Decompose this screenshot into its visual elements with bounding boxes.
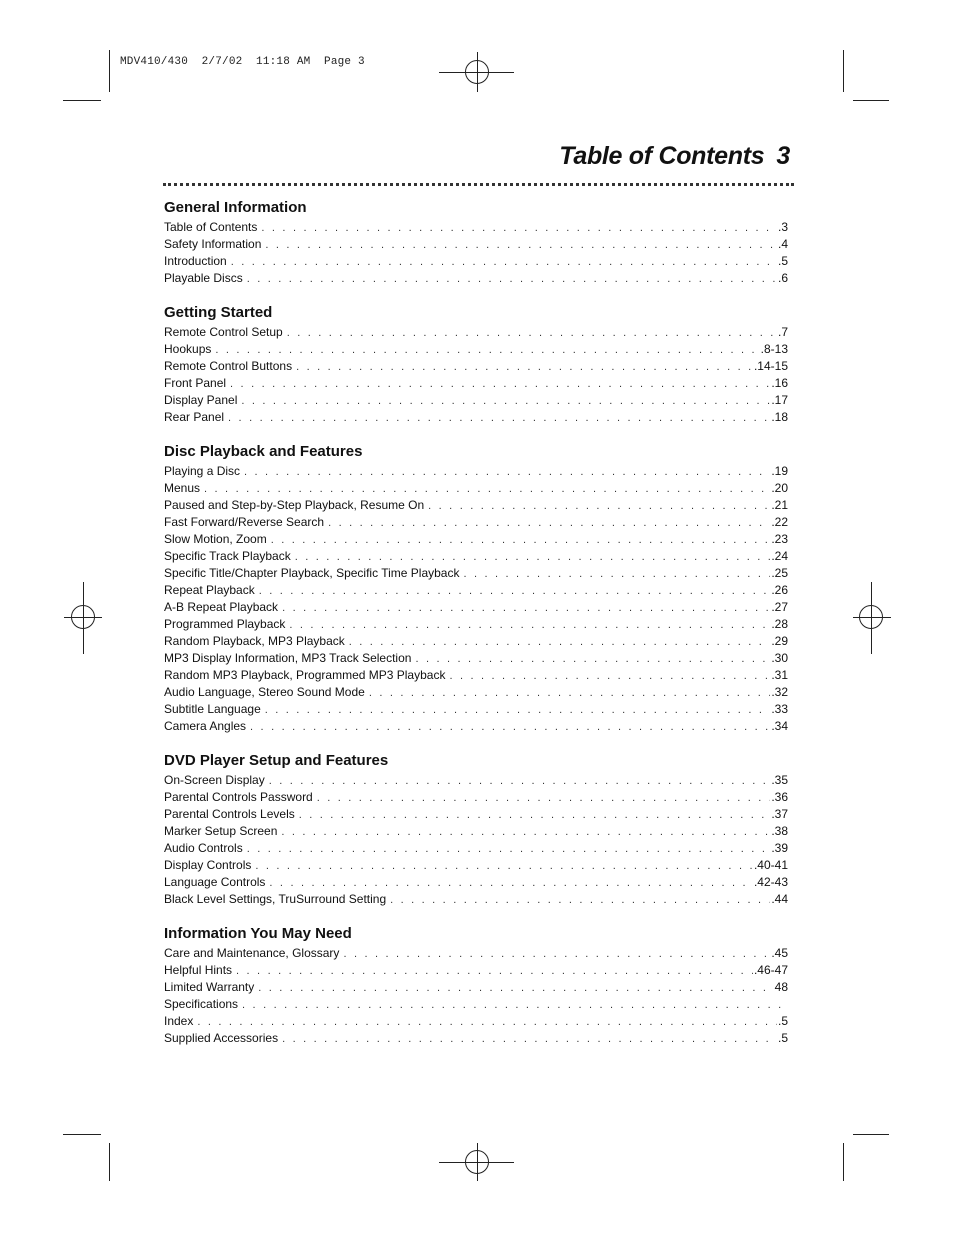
toc-entry-page: .5: [777, 254, 788, 268]
toc-entry-label: Safety Information: [164, 237, 262, 251]
toc-entry: [164, 270, 788, 287]
dot-leader: [271, 532, 771, 548]
crop-mark-bottom-left-v: [109, 1143, 110, 1181]
dot-leader: [282, 600, 770, 616]
dot-leader: [255, 858, 753, 874]
toc-entry: [164, 789, 788, 806]
toc-entry-label: Repeat Playback: [164, 583, 255, 597]
toc-section: [164, 442, 788, 735]
dot-leader: [250, 719, 770, 735]
crop-mark-bottom-right-h: [853, 1134, 889, 1135]
toc-entry-label: Audio Controls: [164, 841, 243, 855]
dot-leader: [287, 325, 777, 341]
page-number: 3: [776, 142, 790, 170]
toc-entry: [164, 514, 788, 531]
crop-mark-top-left-h: [63, 100, 101, 101]
toc-entry-page: .30: [771, 651, 788, 665]
toc-entry-page: .16: [771, 376, 788, 390]
registration-circle: [859, 605, 883, 629]
toc-entry-label: Fast Forward/Reverse Search: [164, 515, 325, 529]
toc-entry-label: Slow Motion, Zoom: [164, 532, 267, 546]
crop-mark-top-right-h: [853, 100, 889, 101]
dot-leader: [349, 634, 771, 650]
toc-entry-label: Specifications: [164, 997, 239, 1011]
crop-mark-top-left-v: [109, 50, 110, 92]
toc-entry: [164, 375, 788, 392]
toc-entry-page: .44: [771, 892, 788, 906]
toc-entry-page: .42-43: [753, 875, 788, 889]
section-heading: Disc Playback and Features: [164, 443, 363, 460]
crop-mark-bottom-right-v: [843, 1143, 844, 1181]
toc-entry-label: Camera Angles: [164, 719, 247, 733]
registration-circle: [71, 605, 95, 629]
toc-entry-label: Hookups: [164, 342, 212, 356]
dot-leader: [231, 254, 777, 270]
toc-entry: [164, 582, 788, 599]
dot-leader: [241, 393, 770, 409]
toc-entry-page: .6: [777, 271, 788, 285]
toc-entry-label: Random MP3 Playback, Programmed MP3 Playback: [164, 668, 446, 682]
toc-entry: [164, 684, 788, 701]
dot-leader: [230, 376, 770, 392]
toc-entry: [164, 497, 788, 514]
toc-entry-page: .32: [771, 685, 788, 699]
dot-leader: [282, 1031, 777, 1047]
dot-leader: [463, 566, 770, 582]
section-heading: General Information: [164, 199, 307, 216]
toc-entry-label: MP3 Display Information, MP3 Track Selection: [164, 651, 412, 665]
dot-leader: [289, 617, 770, 633]
dot-leader: [428, 498, 770, 514]
dot-leader: [415, 651, 770, 667]
section-heading: Getting Started: [164, 304, 273, 321]
toc-entry-page: .17: [771, 393, 788, 407]
toc-entry-page: .7: [777, 325, 788, 339]
toc-entry-label: Display Panel: [164, 393, 238, 407]
toc-entry-page: .20: [771, 481, 788, 495]
toc-entry-label: Programmed Playback: [164, 617, 286, 631]
section-heading: DVD Player Setup and Features: [164, 752, 389, 769]
toc-section: [164, 198, 788, 287]
toc-entry-label: Limited Warranty: [164, 980, 255, 994]
toc-entry-label: Specific Track Playback: [164, 549, 291, 563]
toc-entry: [164, 324, 788, 341]
toc-entry: [164, 701, 788, 718]
toc-entry: [164, 599, 788, 616]
toc-entry: [164, 341, 788, 358]
dot-leader: [242, 997, 787, 1013]
toc-entry: [164, 253, 788, 270]
registration-circle: [465, 60, 489, 84]
toc-entry-page: .25: [771, 566, 788, 580]
toc-entry: [164, 548, 788, 565]
toc-entry-page: .19: [771, 464, 788, 478]
toc-entry-page: .34: [771, 719, 788, 733]
toc-entry-page: .29: [771, 634, 788, 648]
toc-entry: [164, 823, 788, 840]
toc-entry: [164, 996, 788, 1013]
toc-entry-page: .36: [771, 790, 788, 804]
dotted-divider: [163, 183, 794, 186]
dot-leader: [343, 946, 770, 962]
toc-entry: [164, 358, 788, 375]
toc-entry-label: Table of Contents: [164, 220, 258, 234]
dot-leader: [265, 702, 771, 718]
toc-entry-label: Parental Controls Password: [164, 790, 313, 804]
toc-entry-label: Playing a Disc: [164, 464, 241, 478]
toc-entry: [164, 667, 788, 684]
toc-entry-label: Specific Title/Chapter Playback, Specific Time Playback: [164, 566, 460, 580]
toc-entry-label: Language Controls: [164, 875, 266, 889]
dot-leader: [296, 359, 753, 375]
toc-section: [164, 303, 788, 426]
toc-entry: [164, 857, 788, 874]
toc-entry-label: A-B Repeat Playback: [164, 600, 279, 614]
dot-leader: [261, 220, 777, 236]
toc-entry: [164, 1013, 788, 1030]
dot-leader: [247, 841, 771, 857]
dot-leader: [265, 237, 777, 253]
toc-entry-page: 48: [774, 980, 788, 994]
section-heading: Information You May Need: [164, 925, 352, 942]
toc-entry: [164, 392, 788, 409]
toc-entry: [164, 840, 788, 857]
toc-entry-page: .21: [771, 498, 788, 512]
dot-leader: [204, 481, 770, 497]
toc-entry: [164, 219, 788, 236]
toc-entry-label: On-Screen Display: [164, 773, 265, 787]
dot-leader: [390, 892, 770, 908]
toc-entry-label: Menus: [164, 481, 201, 495]
dot-leader: [449, 668, 770, 684]
toc-entry-page: .37: [771, 807, 788, 821]
toc-entry-page: .38: [771, 824, 788, 838]
toc-entry-page: .8-13: [760, 342, 788, 356]
toc-entry-page: .33: [771, 702, 788, 716]
toc-entry-label: Subtitle Language: [164, 702, 261, 716]
toc-entry-page: .24: [771, 549, 788, 563]
toc-entry-page: .14-15: [753, 359, 788, 373]
dot-leader: [328, 515, 770, 531]
registration-circle: [465, 1150, 489, 1174]
dot-leader: [197, 1014, 777, 1030]
toc-entry-page: .40-41: [753, 858, 788, 872]
toc-entry-label: Care and Maintenance, Glossary: [164, 946, 340, 960]
toc-entry-page: .3: [777, 220, 788, 234]
dot-leader: [244, 464, 770, 480]
toc-entry-label: Supplied Accessories: [164, 1031, 279, 1045]
dot-leader: [299, 807, 771, 823]
toc-entry-label: Random Playback, MP3 Playback: [164, 634, 345, 648]
crop-mark-bottom-left-h: [63, 1134, 101, 1135]
toc-entry-label: Playable Discs: [164, 271, 243, 285]
toc-entry: [164, 718, 788, 735]
dot-leader: [295, 549, 771, 565]
dot-leader: [317, 790, 771, 806]
table-of-contents: [164, 198, 788, 1063]
toc-section: [164, 751, 788, 908]
dot-leader: [269, 875, 753, 891]
toc-entry-page: .26: [771, 583, 788, 597]
toc-entry-label: Remote Control Buttons: [164, 359, 293, 373]
toc-entry-page: .5: [777, 1014, 788, 1028]
dot-leader: [215, 342, 759, 358]
toc-entry-label: Audio Language, Stereo Sound Mode: [164, 685, 365, 699]
toc-entry-label: Rear Panel: [164, 410, 225, 424]
toc-entry: [164, 531, 788, 548]
toc-entry-page: .28: [771, 617, 788, 631]
toc-entry-page: .5: [777, 1031, 788, 1045]
toc-entry-label: Marker Setup Screen: [164, 824, 278, 838]
toc-entry: [164, 1030, 788, 1047]
toc-entry: [164, 236, 788, 253]
toc-entry-label: Black Level Settings, TruSurround Setting: [164, 892, 387, 906]
toc-entry: [164, 806, 788, 823]
toc-entry-page: .31: [771, 668, 788, 682]
toc-entry-page: .39: [771, 841, 788, 855]
toc-entry-page: .23: [771, 532, 788, 546]
toc-entry: [164, 463, 788, 480]
toc-entry: [164, 891, 788, 908]
dot-leader: [269, 773, 771, 789]
toc-entry-page: .4: [777, 237, 788, 251]
toc-entry: [164, 565, 788, 582]
toc-entry: [164, 616, 788, 633]
toc-entry-label: Introduction: [164, 254, 227, 268]
toc-entry-label: Display Controls: [164, 858, 252, 872]
toc-entry-label: Index: [164, 1014, 194, 1028]
toc-entry: [164, 945, 788, 962]
toc-entry-page: .46-47: [753, 963, 788, 977]
toc-entry: [164, 772, 788, 789]
dot-leader: [236, 963, 753, 979]
toc-entry: [164, 962, 788, 979]
dot-leader: [228, 410, 770, 426]
page-title: [559, 142, 790, 171]
page-title-text: Table of Contents: [559, 142, 765, 170]
toc-entry: [164, 480, 788, 497]
toc-entry: [164, 874, 788, 891]
toc-entry: [164, 650, 788, 667]
printer-slug: MDV410/430 2/7/02 11:18 AM Page 3: [120, 56, 365, 68]
toc-entry-page: .27: [771, 600, 788, 614]
crop-mark-top-right-v: [843, 50, 844, 92]
toc-entry-page: .35: [771, 773, 788, 787]
toc-entry-label: Remote Control Setup: [164, 325, 283, 339]
toc-entry: [164, 979, 788, 996]
toc-entry: [164, 633, 788, 650]
dot-leader: [369, 685, 770, 701]
dot-leader: [259, 583, 771, 599]
toc-section: [164, 924, 788, 1047]
toc-entry-label: Paused and Step-by-Step Playback, Resume On: [164, 498, 425, 512]
toc-entry-page: .22: [771, 515, 788, 529]
toc-entry-page: .45: [771, 946, 788, 960]
toc-entry: [164, 409, 788, 426]
toc-entry-label: Front Panel: [164, 376, 227, 390]
toc-entry-label: Helpful Hints: [164, 963, 233, 977]
toc-entry-label: Parental Controls Levels: [164, 807, 295, 821]
toc-entry-page: .18: [771, 410, 788, 424]
dot-leader: [247, 271, 777, 287]
dot-leader: [281, 824, 770, 840]
dot-leader: [258, 980, 773, 996]
